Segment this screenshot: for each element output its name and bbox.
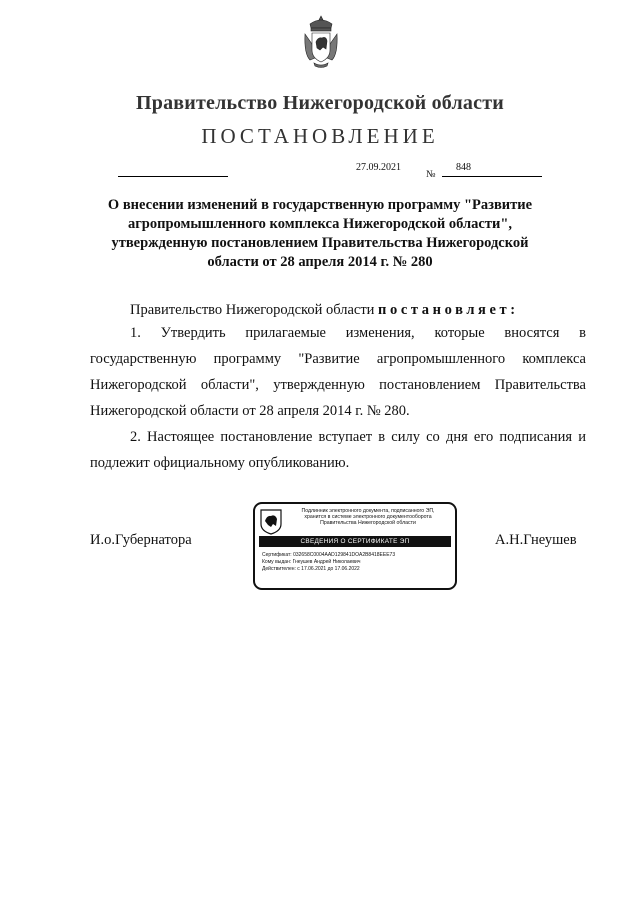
paragraph-2: 2. Настоящее постановление вступает в силу со дня его подписания и подлежит официальному опубликованию. (90, 429, 586, 471)
document-title: О внесении изменений в государственную программу "Развитие агропромышленного комплекса Нижегородской области", утвержденную постановлением Правительства Нижегородской области от 28 апреля 2014 г. № 280 (107, 197, 533, 270)
certificate-header: СВЕДЕНИЯ О СЕРТИФИКАТЕ ЭП (259, 536, 451, 547)
stamp-note-line: Подлинник электронного документа, подписанного ЭП, (301, 508, 435, 514)
paragraph-1: 1. Утвердить прилагаемые изменения, которые вносятся в государственную программу "Развитие агропромышленного комплекса Нижегородской области", утвержденную постановлением Правительства Нижегородской области от 28 апреля 2014 г. № 280. (90, 325, 586, 419)
certificate-value: 032658C0004AAD129841DOA2B8418EEE73 (293, 552, 396, 558)
issuing-authority: Правительство Нижегородской области (136, 92, 504, 114)
document-date: 27.09.2021 (356, 162, 401, 173)
certificate-label: Сертификат: (262, 552, 292, 558)
electronic-signature-stamp (253, 502, 457, 590)
number-underline (442, 176, 542, 177)
validity-value: с 17.06.2021 до 17.06.2022 (297, 566, 360, 572)
coat-of-arms-icon (302, 14, 340, 70)
stamp-note-line: хранится в системе электронного документооборота (304, 514, 432, 521)
validity-row (262, 566, 360, 572)
certificate-row (262, 552, 395, 558)
validity-label: Действителен: (262, 566, 296, 572)
blank-line (118, 176, 228, 177)
stamp-emblem-icon (260, 509, 282, 535)
intro-prefix: Правительство Нижегородской области (130, 302, 379, 318)
stamp-note-line: Правительства Нижегородской области (320, 520, 416, 527)
issued-to-row (262, 559, 360, 565)
signatory-position: И.о.Губернатора (90, 532, 192, 548)
issued-to-value: Гнеушев Андрей Николаевич (292, 559, 361, 565)
document-number: 848 (456, 162, 471, 173)
issued-to-label: Кому выдан: (262, 559, 292, 565)
number-sign: № (426, 169, 436, 180)
intro-resolves: постановляет: (378, 302, 519, 318)
document-type: ПОСТАНОВЛЕНИЕ (201, 124, 439, 148)
signatory-name: А.Н.Гнеушев (495, 532, 577, 548)
stamp-note (285, 508, 451, 527)
